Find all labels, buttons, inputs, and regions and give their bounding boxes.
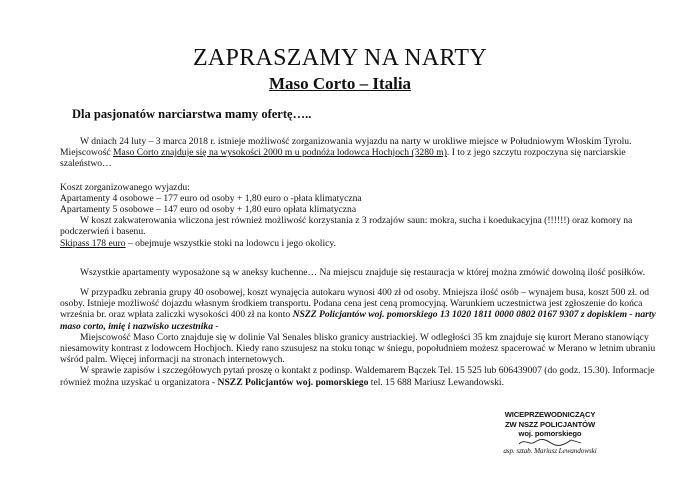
merano-paragraph: Miejscowość Maso Corto znajduje się w dolinie Val Senales blisko granicy austriackiej. W odległości 35 km znajduje się kurort Merano stanowiący niesamowity kontrast z lodowcem Hochjoch. Kiedy rano szusujesz na stoku tonąc w śniegu, popołudniem możesz spacerować w Merano w letnim ubraniu wśród palm. Więcej informacji na stronach internetowych. — [60, 331, 656, 366]
lead-text: Dla pasjonatów narciarstwa mamy ofertę….. — [72, 107, 312, 121]
contact-organization: NSZZ Policjantów woj. pomorskiego — [217, 376, 369, 388]
page-subtitle: Maso Corto – Italia — [268, 74, 412, 93]
transport-text: W przypadku zebrania grupy 40 osobowej, koszt wynajęcia autokaru wynosi 400 zł od osoby. Mniejsza ilość osób – wynajem busa, koszt 500 zł. od osoby. Istnieje możliwość dojazdu własnym środkiem transportu. Podana cena jest ceną promocyjną. Warunkiem uczestnictwa jest zgłoszenie do końca września br. oraz wpłata zaliczki wysokości 400 zł na konto — [60, 287, 650, 321]
bank-account-text: NSZZ Policjantów woj. pomorskiego 13 1020 1811 0000 0802 0167 9307 z dopiskiem - narty maso corto, imię i nazwisko uczestnika - — [60, 309, 656, 332]
signature-stamp — [480, 410, 620, 456]
stamp-line-title: WICEPRZEWODNICZĄCY — [504, 410, 596, 419]
costs-header: Koszt zorganizowanego wyjazdu: — [60, 181, 190, 193]
stamp-line-union: ZW NSZZ POLICJANTÓW — [504, 419, 596, 429]
contact-text: W sprawie zapisów i szczegółowych pytań proszę o kontakt z podinsp. Waldemarem Bączek Tel. 15 525 lub 606439007 (do godz. 15.30). Informacje również można uzyskać u organizatora - — [60, 365, 655, 388]
page-title: ZAPRASZAMY NA NARTY — [192, 45, 488, 71]
cost-line-5-person: Apartamenty 5 osobowe – 147 euro od osoby + 1,80 euro opłata klimatyczna — [60, 204, 357, 216]
contact-tail: tel. 15 688 Mariusz Lewandowski. — [368, 376, 504, 388]
skipass-paragraph — [60, 238, 660, 249]
location-suffix: . I to z jego szczytu rozpoczyna się narciarskie szaleństwo… — [60, 147, 626, 170]
location-highlight: Maso Corto znajduje się na wysokości 2000 m u podnóża lodowca Hochjoch (3280 m) — [113, 147, 447, 159]
stamp-line-region: woj. pomorskiego — [518, 429, 582, 438]
location-paragraph — [60, 147, 660, 169]
location-prefix: Miejscowość — [60, 147, 114, 159]
skipass-text: – obejmuje wszystkie stoki na lodowcu i jego okolicy. — [125, 237, 336, 249]
transport-paragraph — [60, 287, 660, 332]
intro-paragraph: W dniach 24 luty – 3 marca 2018 r. istnieje możliwość zorganizowania wyjazdu na narty w urokliwe miejsce w Południowym Włoskim Tyrolu. — [80, 136, 632, 147]
document-body — [60, 136, 660, 388]
cost-line-4-person: Apartamenty 4 osobowe – 177 euro od osoby + 1,80 euro o -płata klimatyczna — [60, 192, 362, 204]
contact-paragraph — [60, 365, 660, 387]
apartments-paragraph: Wszystkie apartamenty wyposażone są w aneksy kuchenne… Na miejscu znajduje się restauracja w której można zmówić dowolną ilość posiłków. — [80, 266, 645, 278]
stamp-line-name: asp. sztab. Mariusz Lewandowski — [503, 446, 597, 455]
skipass-highlight: Skipass 178 euro — [60, 237, 126, 249]
sauna-paragraph: W koszt zakwaterowania wliczona jest również możliwość korzystania z 3 rodzajów saun: mokra, sucha i koedukacyjna (!!!!!!) oraz komory na podczerwień i basenu. — [60, 215, 633, 238]
